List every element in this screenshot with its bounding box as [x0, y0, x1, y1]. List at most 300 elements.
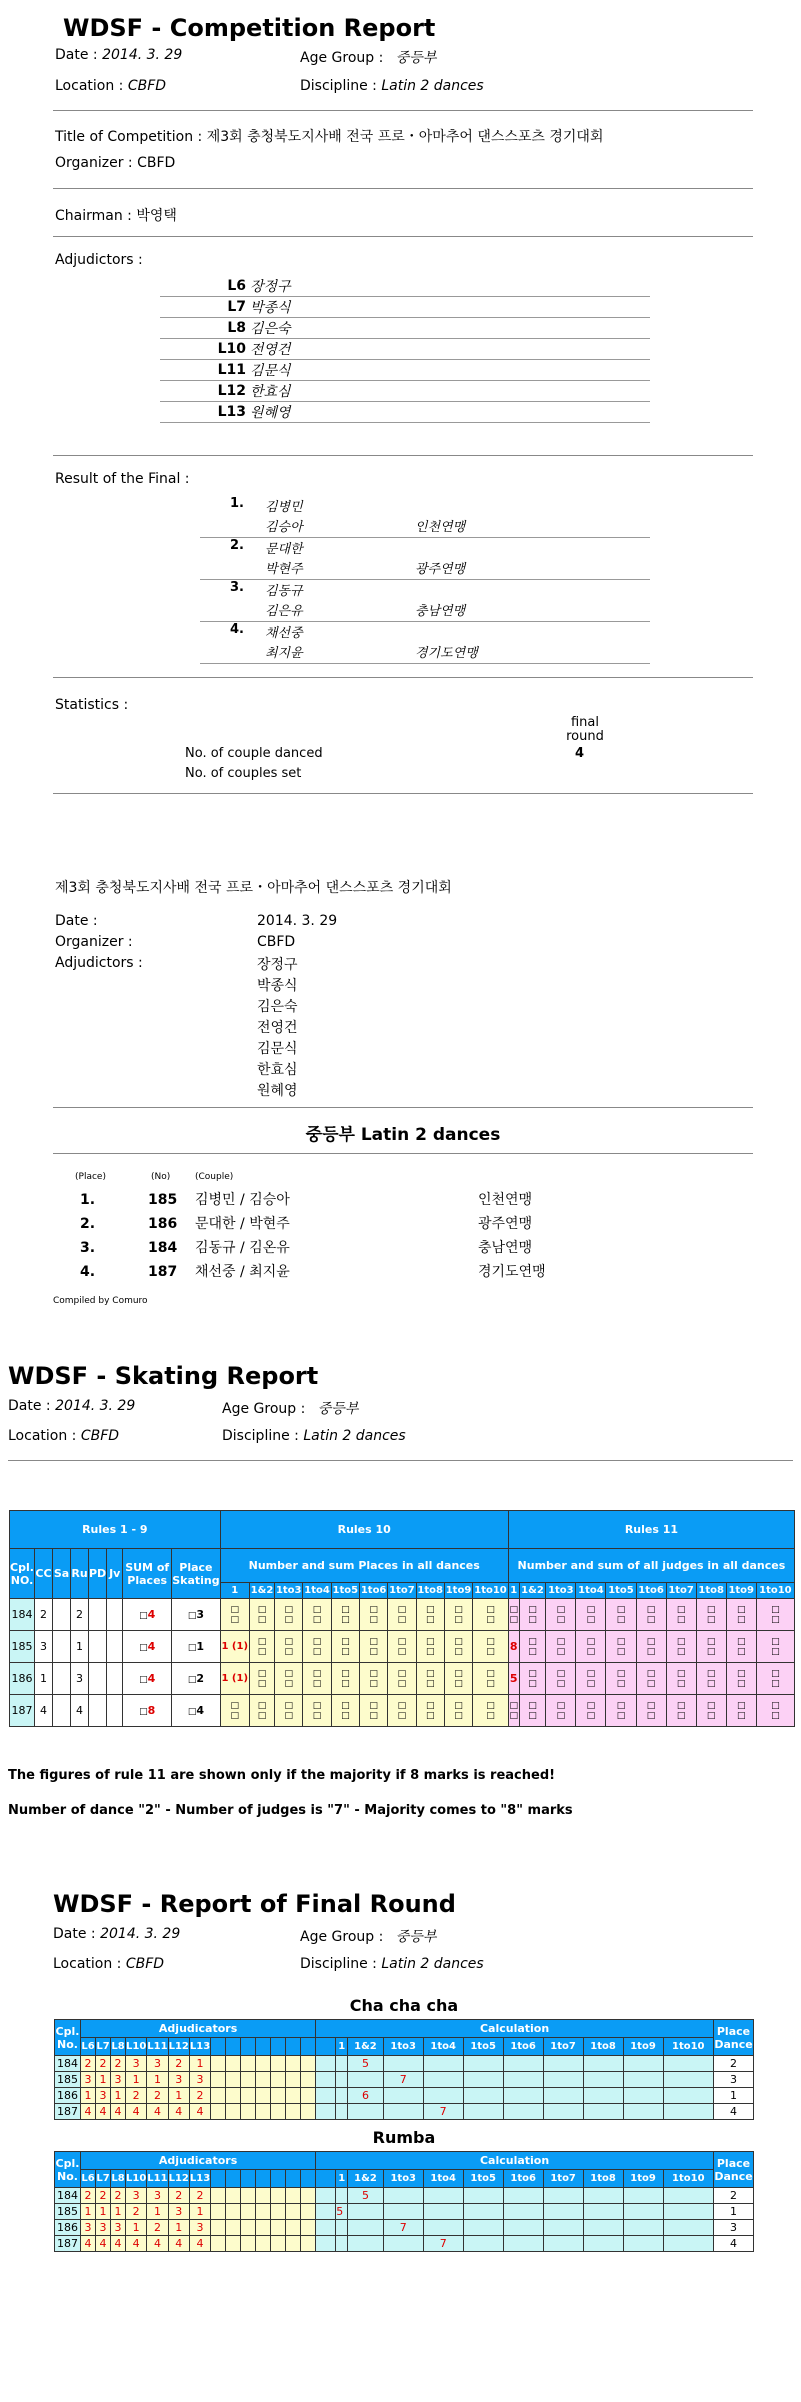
judge-mark: [226, 2188, 241, 2204]
summary-organizer-label: Organizer :: [55, 934, 133, 950]
judge-mark: [256, 2056, 271, 2072]
judge-mark: [241, 2236, 256, 2252]
adjudicators-list: [160, 276, 650, 423]
judge-mark: 2: [147, 2220, 168, 2236]
judge-mark: [226, 2104, 241, 2120]
mark-cell: □ □: [275, 1663, 303, 1695]
mark-cell: □ □: [388, 1599, 416, 1631]
mark-cell: □ □: [416, 1663, 444, 1695]
statistics-label: Statistics :: [55, 697, 129, 713]
mark-cell: □ □: [508, 1599, 519, 1631]
calc-cell: [503, 2204, 543, 2220]
mark-cell: □ □: [636, 1631, 666, 1663]
calc-cell: [583, 2220, 623, 2236]
place-dance: 4: [714, 2104, 754, 2120]
mark-cell: □ □: [508, 1695, 519, 1727]
col-couple-header: (Couple): [195, 1172, 234, 1182]
mark-cell: □ □: [546, 1663, 576, 1695]
judge-mark: 3: [111, 2072, 126, 2088]
mark-cell: □ □: [696, 1599, 726, 1631]
judge-header: L7: [96, 2170, 111, 2188]
calc-cell: [543, 2220, 583, 2236]
calc-col-header: 1to4: [576, 1583, 606, 1599]
judge-mark: [211, 2204, 226, 2220]
final-row: [55, 2188, 754, 2204]
calc-cell: [463, 2188, 503, 2204]
mark-cell: □ □: [473, 1631, 509, 1663]
judge-mark: 1: [168, 2088, 189, 2104]
judge-header: L13: [189, 2170, 210, 2188]
mark-cell: □ □: [666, 1695, 696, 1727]
judge-mark: [286, 2188, 301, 2204]
calc-spacer: [316, 2204, 336, 2220]
calc-cell: [383, 2188, 423, 2204]
mark-cell: □ □: [359, 1695, 387, 1727]
final-row: [55, 2236, 754, 2252]
result-entry: 2. 문대한 박현주 광주연맹: [200, 538, 650, 580]
final-results: [200, 496, 650, 664]
stats-value: 4: [575, 746, 585, 761]
skating-row: [10, 1695, 795, 1727]
judge-mark: 3: [168, 2072, 189, 2088]
calc-cell: [543, 2104, 583, 2120]
calc-col-header: 1to8: [696, 1583, 726, 1599]
calc-cell: 5: [336, 2204, 348, 2220]
judge-mark: 2: [126, 2204, 147, 2220]
mark-cell: □ □: [636, 1695, 666, 1727]
dance-place: 2: [35, 1599, 53, 1631]
calc-cell: [543, 2188, 583, 2204]
calc-cell: [503, 2236, 543, 2252]
calc-cell: [503, 2188, 543, 2204]
result-entry: 3. 김동규 김은유 충남연맹: [200, 580, 650, 622]
mark-cell: □ □: [696, 1631, 726, 1663]
judge-mark: 3: [126, 2056, 147, 2072]
event-heading: 중등부 Latin 2 dances: [305, 1125, 501, 1145]
calc-cell: [423, 2204, 463, 2220]
judge-header: L6: [81, 2038, 96, 2056]
judge-mark: 4: [96, 2236, 111, 2252]
summary-adj-list: 장정구 박종식 김은숙 전영건 김문식 한효심 원혜영: [257, 957, 298, 1099]
judge-mark: 2: [111, 2056, 126, 2072]
pd-header: PD: [89, 1549, 107, 1599]
judge-mark: 3: [147, 2056, 168, 2072]
mark-cell: □ □: [359, 1631, 387, 1663]
judge-mark: [301, 2104, 316, 2120]
judge-mark: [226, 2088, 241, 2104]
calc-cell: [543, 2236, 583, 2252]
mark-cell: □ □: [275, 1599, 303, 1631]
final-row: [55, 2072, 754, 2088]
judge-mark: 2: [168, 2056, 189, 2072]
dance-place: [89, 1663, 107, 1695]
mark-cell: □ □: [473, 1599, 509, 1631]
cpl-number: 186: [55, 2220, 81, 2236]
judge-mark: [226, 2204, 241, 2220]
mark-cell: □ □: [666, 1599, 696, 1631]
judge-header: [226, 2038, 241, 2056]
judge-mark: 3: [96, 2088, 111, 2104]
judge-mark: [286, 2088, 301, 2104]
calc-spacer: [316, 2056, 336, 2072]
mark-cell: □ □: [576, 1599, 606, 1631]
dance-place: [107, 1631, 123, 1663]
calc-cell: [543, 2072, 583, 2088]
calc-col-header: 1to6: [503, 2170, 543, 2188]
judge-mark: 4: [126, 2236, 147, 2252]
calc-cell: [583, 2104, 623, 2120]
calc-cell: 6: [348, 2088, 384, 2104]
judge-mark: [241, 2104, 256, 2120]
calc-col-header: 1to4: [303, 1583, 331, 1599]
calc-cell: [583, 2188, 623, 2204]
calc-cell: [423, 2188, 463, 2204]
cpl-number: 184: [55, 2056, 81, 2072]
calc-col-header: 1&2: [519, 1583, 546, 1599]
mark-cell: □ □: [726, 1695, 756, 1727]
dance-place: [107, 1663, 123, 1695]
judge-mark: [271, 2204, 286, 2220]
summary-adj-label: Adjudictors :: [55, 955, 143, 971]
cpl-no-header: Cpl. NO.: [10, 1549, 35, 1599]
result-entry: 1. 김병민 김승아 인천연맹: [200, 496, 650, 538]
judge-mark: 4: [168, 2236, 189, 2252]
dance-place: [53, 1599, 71, 1631]
judge-mark: [241, 2088, 256, 2104]
mark-cell: □ □: [473, 1695, 509, 1727]
judge-mark: [271, 2236, 286, 2252]
judge-mark: [271, 2220, 286, 2236]
mark-cell: □ □: [726, 1631, 756, 1663]
final-row: [55, 2220, 754, 2236]
judge-header: [256, 2170, 271, 2188]
calc-col-header: 1: [220, 1583, 249, 1599]
judge-mark: 1: [96, 2072, 111, 2088]
calc-spacer: [316, 2072, 336, 2088]
judge-mark: [256, 2072, 271, 2088]
dance-place: [53, 1695, 71, 1727]
judge-mark: [226, 2220, 241, 2236]
place-dance-header: Place Dance: [714, 2020, 754, 2056]
calc-cell: [463, 2236, 503, 2252]
judge-mark: [271, 2088, 286, 2104]
jv-header: Jv: [107, 1549, 123, 1599]
judge-header: L10: [126, 2170, 147, 2188]
calc-col-header: 1to8: [583, 2170, 623, 2188]
judge-mark: [211, 2188, 226, 2204]
judge-mark: 4: [189, 2104, 210, 2120]
summary-results: [80, 1188, 640, 1284]
judge-mark: [211, 2088, 226, 2104]
judge-header: L12: [168, 2038, 189, 2056]
judge-mark: 3: [111, 2220, 126, 2236]
judge-mark: [301, 2088, 316, 2104]
judge-mark: [301, 2220, 316, 2236]
competition-report-title: WDSF - Competition Report: [63, 14, 436, 42]
judge-mark: 1: [189, 2056, 210, 2072]
mark-cell: □ □: [606, 1631, 636, 1663]
judge-mark: 2: [96, 2056, 111, 2072]
calc-cell: [348, 2204, 384, 2220]
adjudicators-header: Adjudicators: [81, 2152, 316, 2170]
judge-mark: [271, 2104, 286, 2120]
mark-cell: □ □: [303, 1663, 331, 1695]
calc-col-header: 1to7: [666, 1583, 696, 1599]
discipline-row: Discipline : Latin 2 dances: [300, 78, 484, 94]
judge-mark: [226, 2056, 241, 2072]
judge-mark: 3: [96, 2220, 111, 2236]
cpl-number: 187: [55, 2236, 81, 2252]
calc-cell: [383, 2236, 423, 2252]
final-round-table: [54, 2151, 754, 2252]
calc-col-header: 1to10: [473, 1583, 509, 1599]
mark-cell: □ □: [331, 1695, 359, 1727]
judge-mark: 3: [189, 2072, 210, 2088]
mark-cell: □ □: [636, 1663, 666, 1695]
judge-mark: 4: [147, 2104, 168, 2120]
calc-cell: [503, 2104, 543, 2120]
mark-cell: □ □: [756, 1695, 794, 1727]
dance-place: 4: [71, 1695, 89, 1727]
mark-cell: □ □: [606, 1599, 636, 1631]
summary-date: 2014. 3. 29: [257, 913, 338, 929]
calc-spacer: [316, 2188, 336, 2204]
final-round-table: [54, 2019, 754, 2120]
cpl-number: 184: [55, 2188, 81, 2204]
calc-col-header: 1&2: [348, 2170, 384, 2188]
dance-place: 2: [71, 1599, 89, 1631]
calc-cell: [663, 2056, 714, 2072]
judge-mark: 1: [96, 2204, 111, 2220]
calc-cell: 5: [348, 2188, 384, 2204]
calc-cell: [336, 2056, 348, 2072]
age-row: Age Group : 중등부: [300, 50, 437, 66]
col-no-header: (No): [151, 1172, 171, 1182]
calc-cell: [503, 2220, 543, 2236]
calc-col-header: 1to10: [663, 2038, 714, 2056]
calc-col-header: 1to3: [275, 1583, 303, 1599]
dance-place: 3: [35, 1631, 53, 1663]
calc-cell: [463, 2220, 503, 2236]
calc-col-header: 1to6: [503, 2038, 543, 2056]
calc-cell: [348, 2104, 384, 2120]
judge-mark: 2: [81, 2056, 96, 2072]
calc-spacer: [316, 2236, 336, 2252]
judge-mark: [211, 2220, 226, 2236]
calc-col-header: 1to3: [546, 1583, 576, 1599]
mark-cell: □ □: [249, 1695, 274, 1727]
calc-col-header: 1to6: [636, 1583, 666, 1599]
calc-cell: [583, 2236, 623, 2252]
calc-cell: 5: [348, 2056, 384, 2072]
calc-cell: [463, 2104, 503, 2120]
rules-10-header: Rules 10: [220, 1511, 508, 1549]
dance-place: 1: [35, 1663, 53, 1695]
cpl-number: 185: [55, 2072, 81, 2088]
rule10-sub-header: Number and sum Places in all dances: [220, 1549, 508, 1583]
dance-place: [53, 1631, 71, 1663]
mark-cell: □ □: [444, 1631, 472, 1663]
summary-date-label: Date :: [55, 913, 98, 929]
judge-mark: 1: [81, 2088, 96, 2104]
judge-mark: [286, 2072, 301, 2088]
judge-mark: [301, 2188, 316, 2204]
mark-cell: □ □: [576, 1695, 606, 1727]
rule11-sub-header: Number and sum of all judges in all dances: [508, 1549, 794, 1583]
judge-mark: 4: [111, 2236, 126, 2252]
adjudicators-label: Adjudictors :: [55, 252, 143, 268]
judge-mark: [286, 2236, 301, 2252]
organizer: Organizer : CBFD: [55, 155, 176, 171]
calc-col-header: 1to9: [623, 2170, 663, 2188]
mark-cell: □ □: [606, 1695, 636, 1727]
dance-name: Rumba: [372, 2128, 436, 2147]
calculation-header: Calculation: [316, 2020, 714, 2038]
result-final-label: Result of the Final :: [55, 471, 190, 487]
mark-cell: □ □: [275, 1695, 303, 1727]
calc-cell: 7: [423, 2236, 463, 2252]
judge-mark: [301, 2204, 316, 2220]
adjudicator-row: L6 장정구: [160, 276, 650, 297]
calc-col-header: 1to10: [756, 1583, 794, 1599]
calc-cell: [348, 2072, 384, 2088]
cpl-number: 184: [10, 1599, 35, 1631]
stats-couples-danced: No. of couple danced: [185, 746, 323, 761]
place-dance: 2: [714, 2188, 754, 2204]
judge-header: L10: [126, 2038, 147, 2056]
calc-col-header: 1to5: [331, 1583, 359, 1599]
mark-cell: □ □: [546, 1631, 576, 1663]
calc-spacer: [316, 2220, 336, 2236]
calc-cell: [663, 2204, 713, 2220]
adjudicator-row: L8 김은숙: [160, 318, 650, 339]
calc-cell: [336, 2088, 348, 2104]
cpl-number: 186: [10, 1663, 35, 1695]
dance-place: [107, 1695, 123, 1727]
judge-mark: [211, 2236, 226, 2252]
skating-table: [9, 1510, 795, 1727]
mark-cell: □ □: [519, 1663, 546, 1695]
calc-cell: [336, 2236, 348, 2252]
skating-report-title: WDSF - Skating Report: [8, 1362, 319, 1390]
judge-mark: 3: [147, 2188, 168, 2204]
mark-cell: □ □: [444, 1599, 472, 1631]
place-skating: □3: [172, 1599, 220, 1631]
judge-mark: [256, 2220, 271, 2236]
judge-mark: 1: [111, 2088, 126, 2104]
calc-cell: [503, 2088, 543, 2104]
sk-location-row: Location : CBFD: [8, 1428, 120, 1444]
calc-col-header: 1to5: [463, 2038, 503, 2056]
calc-cell: [423, 2056, 463, 2072]
judge-mark: [286, 2220, 301, 2236]
judge-mark: [241, 2188, 256, 2204]
mark-cell: □ □: [416, 1695, 444, 1727]
mark-cell: □ □: [331, 1663, 359, 1695]
rules-1-9-header: Rules 1 - 9: [10, 1511, 221, 1549]
judge-mark: [271, 2072, 286, 2088]
judge-mark: [301, 2072, 316, 2088]
adjudicator-row: L11 김문식: [160, 360, 650, 381]
judge-mark: 4: [147, 2236, 168, 2252]
summary-row: 4. 187 채선중 / 최지윤 경기도연맹: [80, 1264, 546, 1280]
dance-place: [89, 1695, 107, 1727]
judge-mark: [256, 2236, 271, 2252]
calculation-header: Calculation: [316, 2152, 714, 2170]
calc-cell: [623, 2220, 663, 2236]
sk-date-row: Date : 2014. 3. 29: [8, 1398, 136, 1414]
judge-mark: 2: [189, 2188, 210, 2204]
judge-mark: 1: [168, 2220, 189, 2236]
judge-mark: [226, 2236, 241, 2252]
calc-cell: [583, 2072, 623, 2088]
calc-cell: [543, 2204, 583, 2220]
dance-place: [107, 1599, 123, 1631]
mark-cell: □ □: [444, 1663, 472, 1695]
calc-col-header: 1: [508, 1583, 519, 1599]
judge-header: [226, 2170, 241, 2188]
judge-mark: [211, 2104, 226, 2120]
calc-cell: [463, 2088, 503, 2104]
mark-cell: □ □: [666, 1631, 696, 1663]
calc-col-header: 1to10: [663, 2170, 713, 2188]
dance-blocks: [54, 1988, 754, 2252]
final-row: [55, 2088, 754, 2104]
mark-cell: □ □: [473, 1663, 509, 1695]
calc-col-header: 1to9: [726, 1583, 756, 1599]
calc-cell: 7: [383, 2220, 423, 2236]
calc-cell: [383, 2088, 423, 2104]
dance-place: 1: [71, 1631, 89, 1663]
calc-cell: [583, 2204, 623, 2220]
judge-mark: 2: [168, 2188, 189, 2204]
cpl-header: Cpl. No.: [55, 2152, 81, 2188]
calc-cell: [336, 2220, 348, 2236]
judge-mark: [256, 2188, 271, 2204]
stats-column-header: final round: [566, 715, 604, 744]
judge-mark: [256, 2104, 271, 2120]
mark-cell: □ □: [220, 1599, 249, 1631]
calc-cell: [623, 2088, 663, 2104]
calc-cell: [623, 2236, 663, 2252]
calc-col-header: 1to8: [416, 1583, 444, 1599]
final-row: [55, 2104, 754, 2120]
mark-cell: □ □: [249, 1663, 274, 1695]
adjudicator-row: L7 박종식: [160, 297, 650, 318]
judge-mark: 4: [168, 2104, 189, 2120]
calc-col-header: 1to8: [583, 2038, 623, 2056]
judge-header: [286, 2170, 301, 2188]
calc-col-header: 1to5: [606, 1583, 636, 1599]
calc-cell: 7: [423, 2104, 463, 2120]
judge-mark: [286, 2204, 301, 2220]
mark-cell: □ □: [546, 1695, 576, 1727]
calc-cell: [348, 2220, 384, 2236]
judge-header: L7: [96, 2038, 111, 2056]
calc-cell: [423, 2220, 463, 2236]
judge-mark: 3: [189, 2220, 210, 2236]
calc-cell: [583, 2056, 623, 2072]
rule11-note: The figures of rule 11 are shown only if the majority if 8 marks is reached!: [8, 1768, 556, 1783]
adjudicators-header: Adjudicators: [81, 2020, 316, 2038]
calc-cell: [663, 2236, 713, 2252]
judge-mark: [286, 2104, 301, 2120]
calc-col-header: 1to7: [543, 2038, 583, 2056]
judge-header: [241, 2038, 256, 2056]
calc-cell: [423, 2088, 463, 2104]
judge-mark: 3: [126, 2188, 147, 2204]
judge-mark: [226, 2072, 241, 2088]
